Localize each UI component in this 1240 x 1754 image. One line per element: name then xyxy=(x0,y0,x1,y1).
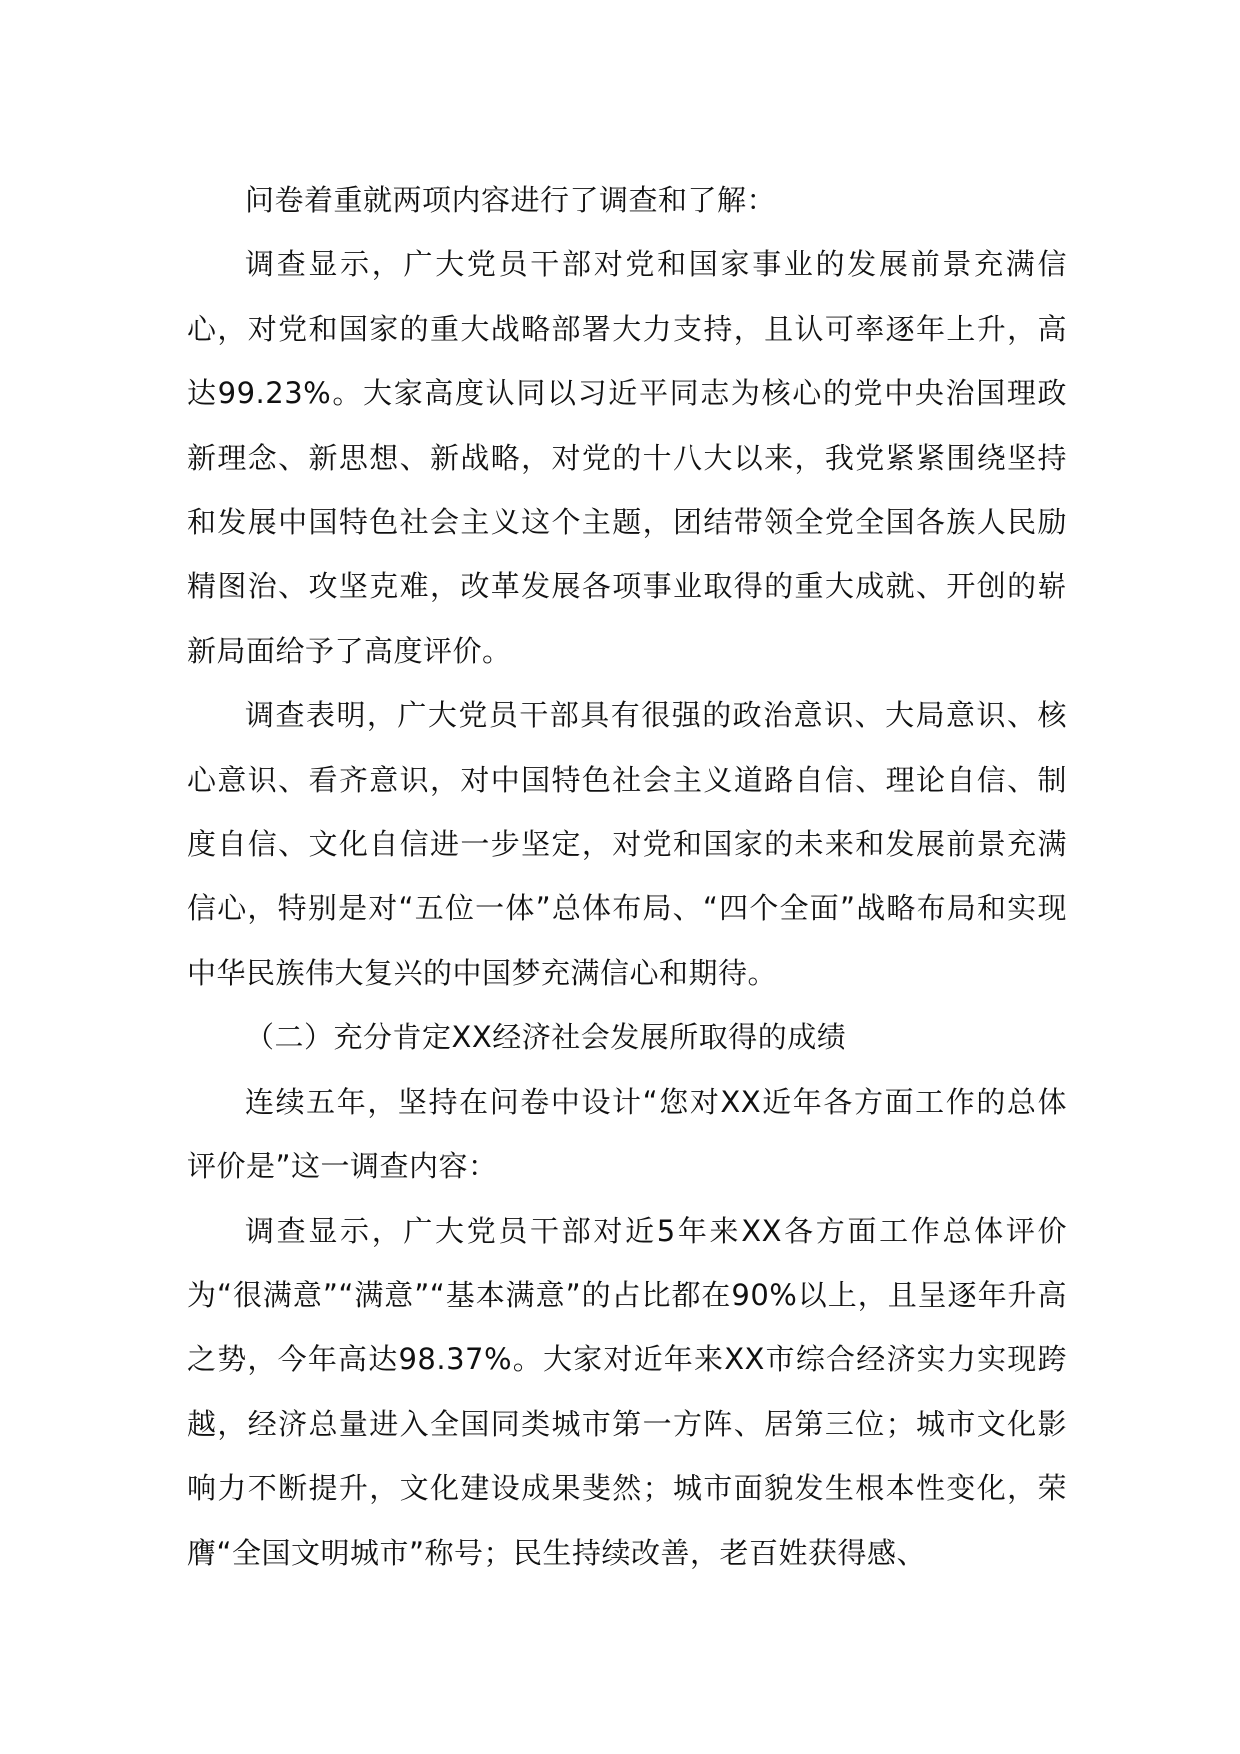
paragraph-survey-result-confidence: 调查显示，广大党员干部对党和国家事业的发展前景充满信心，对党和国家的重大战略部署大力支持，且认可率逐年上升，高达99.23%。大家高度认同以习近平同志为核心的党中央治国理政新理念、新思想、新战略，对党的十八大以来，我党紧紧围绕坚持和发展中国特色社会主义这个主题，团结带领全党全国各族人民励精图治、攻坚克难，改革发展各项事业取得的重大成就、开创的崭新局面给予了高度评价。 xyxy=(187,247,1067,668)
paragraph-survey-findings-awareness: 调查表明，广大党员干部具有很强的政治意识、大局意识、核心意识、看齐意识，对中国特色社会主义道路自信、理论自信、制度自信、文化自信进一步坚定，对党和国家的未来和发展前景充满信心，特别是对“五位一体”总体布局、“四个全面”战略布局和实现中华民族伟大复兴的中国梦充满信心和期待。 xyxy=(187,698,1067,990)
paragraph-five-years-survey: 连续五年，坚持在问卷中设计“您对XX近年各方面工作的总体评价是”这一调查内容： xyxy=(187,1084,1067,1184)
section-heading-achievements: （二）充分肯定XX经济社会发展所取得的成绩 xyxy=(245,1020,847,1055)
paragraph-survey-intro: 问卷着重就两项内容进行了调查和了解： xyxy=(245,183,777,217)
paragraph-survey-result-satisfaction: 调查显示，广大党员干部对近5年来XX各方面工作总体评价为“很满意”“满意”“基本满意”的占比都在90%以上，且呈逐年升高之势，今年高达98.37%。大家对近年来XX市综合经济实力实现跨越，经济总量进入全国同类城市第一方阵、居第三位；城市文化影响力不断提升，文化建设成果斐然；城市面貌发生根本性变化，荣膺“全国文明城市”称号；民生持续改善，老百姓获得感、 xyxy=(187,1213,1067,1570)
document-body xyxy=(187,168,1067,1585)
